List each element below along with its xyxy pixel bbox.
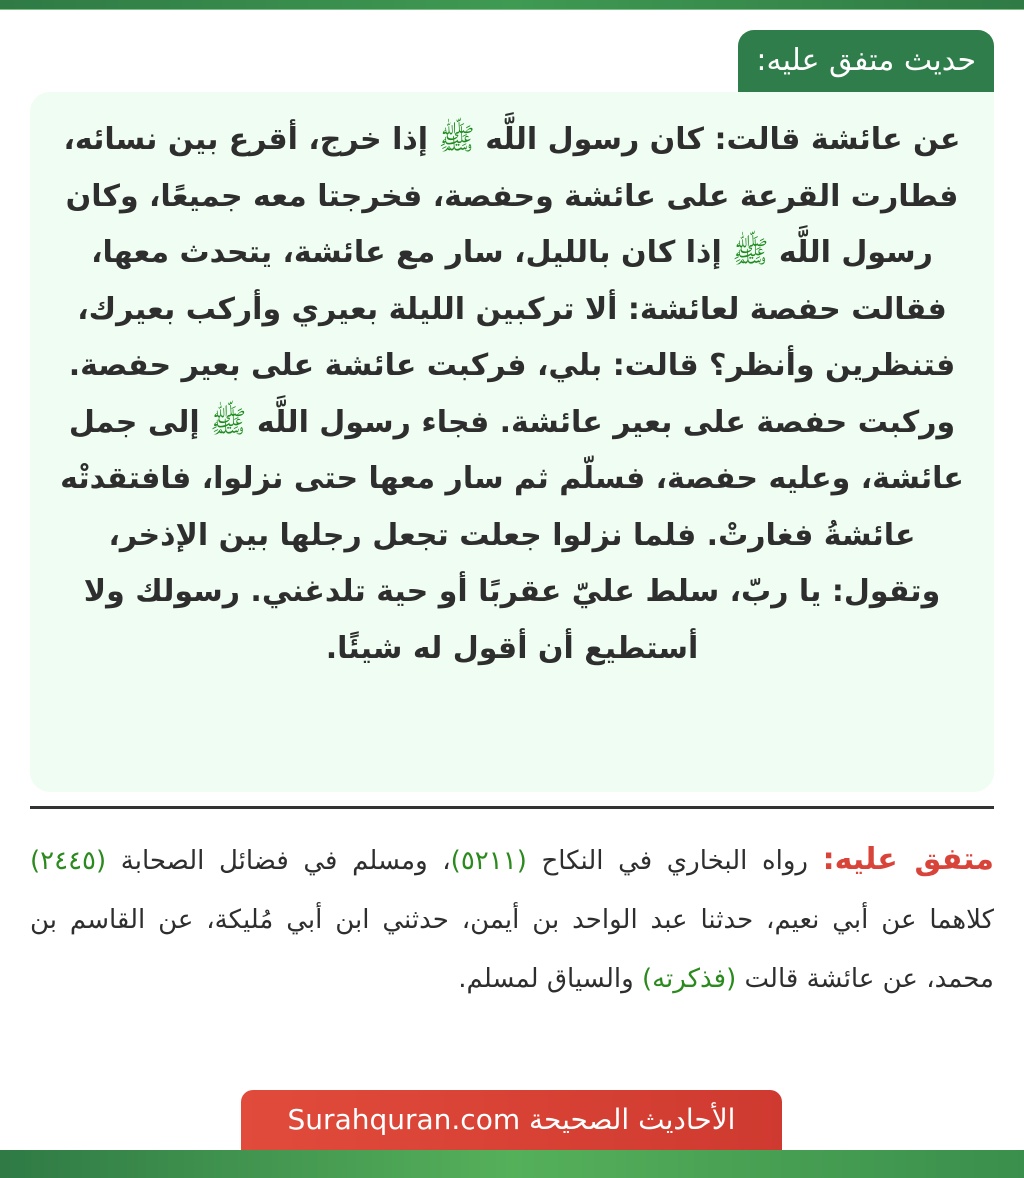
salawat-icon: ﷺ — [210, 404, 247, 440]
reference-number: (٢٤٤٥) — [30, 846, 107, 876]
source-text-part: والسياق لمسلم. — [458, 964, 642, 994]
salawat-icon: ﷺ — [438, 122, 475, 157]
site-badge: الأحاديث الصحيحة Surahquran.com — [241, 1090, 782, 1150]
salawat-icon: ﷺ — [732, 235, 769, 270]
source-text-part: كلاهما عن أبي نعيم، حدثنا عبد الواحد بن أيمن، حدثني ابن أبي مُليكة، عن القاسم بن محمد، عن عائشة قالت — [30, 905, 994, 994]
bottom-decorative-bar — [0, 1150, 1024, 1178]
source-label: متفق عليه: — [822, 842, 994, 877]
hadith-segment: إذا خرج، أقرع بين نسائه، فطارت القرعة على عائشة وحفصة، فخرجتا معه جميعًا، وكان رسول اللَّه — [63, 122, 959, 270]
reference-number: (٥٢١١) — [450, 846, 527, 876]
page-title: حديث متفق عليه: — [738, 30, 994, 92]
hadith-segment: عن عائشة قالت: كان رسول اللَّه — [474, 122, 961, 157]
hadith-segment: إلى جمل عائشة، وعليه حفصة، فسلّم ثم سار معها حتى نزلوا، فافتقدتْه عائشةُ فغارتْ. فلما نزلوا جعلت تجعل رجلها بين الإذخر، وتقول: يا ربّ، سلط عليّ عقربًا أو حية تلدغني. رسولك ولا أستطيع أن أقول له شيئًا. — [60, 404, 964, 666]
reference-note: (فذكرته) — [641, 964, 737, 994]
section-divider — [30, 806, 994, 809]
hadith-text — [52, 112, 972, 677]
hadith-text-box — [30, 92, 994, 792]
source-text-part: رواه البخاري في النكاح — [526, 846, 823, 876]
hadith-segment: إذا كان بالليل، سار مع عائشة، يتحدث معها، فقالت حفصة لعائشة: ألا تركبين الليلة بعيري وأركب بعيرك، فتنظرين وأنظر؟ قالت: بلي، فركبت عائشة على بعير حفصة. وركبت حفصة على بعير عائشة. فجاء رسول اللَّه — [68, 235, 956, 440]
top-decorative-bar — [0, 0, 1024, 10]
source-text-part: ، ومسلم في فضائل الصحابة — [106, 846, 451, 876]
source-citation — [30, 830, 994, 1009]
